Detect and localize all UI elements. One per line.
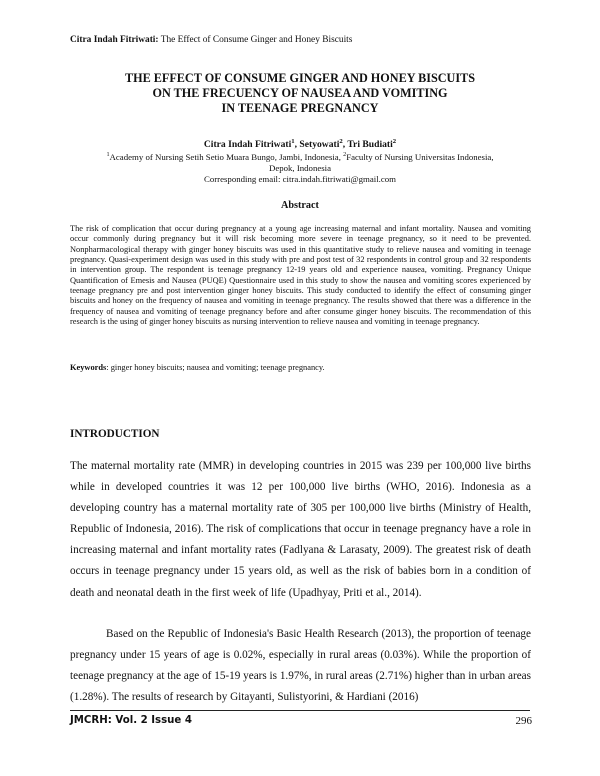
title-line-2: ON THE FRECUENCY OF NAUSEA AND VOMITING: [152, 86, 448, 100]
affiliation-city: Depok, Indonesia: [268, 163, 332, 174]
affiliation-line: [60, 152, 540, 163]
keywords: [70, 363, 325, 372]
author-name: Citra Indah Fitriwati: [203, 139, 292, 150]
intro-paragraph-2: Based on the Republic of Indonesia's Basic Health Research (2013), the proportion of teenage pregnancy under 15 years of age is 0.02%, especially in rural areas (0.03%). While the proportion of teenage pregnancy at the age of 15-19 years is 1.97%, in rural areas (2.71%) higher than in urban areas (1.28%). The results of research by Gitayanti, Sulistyorini, & Hardiani (2016): [70, 628, 531, 704]
affiliation-2: Faculty of Nursing Universitas Indonesia,: [346, 152, 494, 162]
intro-paragraph-1: The maternal mortality rate (MMR) in developing countries in 2015 was 239 per 100,000 live births while in developed countries it was 12 per 100,000 live births (WHO, 2016). Indonesia as a developing country has a maternal mortality rate of 305 per 100,000 live births (Ministry of Health, Republic of Indonesia, 2016). The risk of complications that occur in teenage pregnancy have a role in increasing maternal and infant mortality rates (Fadlyana & Larasaty, 2009). The greatest risk of death occurs in teenage pregnancy under 15 years old, as well as the risk of babies born in a condition of death and neonatal death in the first week of life (Upadhyay, Priti et al., 2014).: [70, 460, 531, 599]
author-list: Citra Indah Fitriwati$^1$, Setyowati$^2$, Tri Budiati$^2$: [203, 137, 397, 150]
abstract-heading: Abstract: [281, 200, 319, 211]
affiliation-mark: 1: [106, 152, 110, 159]
affiliation-1: Academy of Nursing Setih Setio Muara Bungo, Jambi, Indonesia,: [109, 152, 344, 162]
abstract-body: The risk of complication that occur during pregnancy at a young age increasing maternal and infant mortality. Nausea and vomiting occur commonly during pregnancy but it will risk becoming more severe in teenage pregnancy, so it need to be prevented. Nonpharmacological therapy with ginger honey biscuits was used in this quantitative study to relieve nausea and vomiting in teenage pregnancy. Quasi-experiment design was used in this study with pre and post test of 32 respondents in control group and 32 respondents in intervention group. The respondent is teenage pregnancy 12-19 years old and experience nausea, vomiting. Pregnancy Unique Quantification of Emesis and Nausea (PUQE) Questionnaire used in this study to show the nausea and vomiting scores experienced by teenage pregnancy pre and post intervention ginger honey biscuits. This study conducted to identify the effect of consuming ginger biscuits and honey on the frequency of nausea and vomiting in teenage pregnancy. The results showed that there was a difference in the frequency of nausea and vomiting of teenage pregnancy before and after consume ginger honey biscuits. The recommendation of this research is the using of ginger honey biscuits as nursing intervention to relieve nausea and vomiting in teenage pregnancy.: [70, 224, 531, 327]
running-header: [70, 35, 352, 45]
title-line-1: THE EFFECT OF CONSUME GINGER AND HONEY BISCUITS: [125, 71, 475, 85]
author-name: Setyowati: [299, 139, 340, 150]
title-line-3: IN TEENAGE PREGNANCY: [221, 101, 379, 115]
author-affiliation-mark: 2: [339, 137, 343, 145]
affiliation-mark: 2: [343, 152, 347, 159]
page-number: 296: [515, 715, 532, 727]
running-header-title: The Effect of Consume Ginger and Honey Biscuits: [158, 35, 353, 45]
author-affiliation-mark: 2: [392, 137, 397, 145]
keywords-label: Keywords: [70, 363, 107, 372]
paper-title: [60, 71, 540, 116]
section-heading-introduction: INTRODUCTION: [70, 428, 160, 440]
footer-rule: [70, 710, 530, 711]
affiliations: [60, 152, 540, 186]
footer-journal: JMCRH: Vol. 2 Issue 4: [70, 715, 192, 726]
author-name: Tri Budiati: [347, 139, 393, 150]
keywords-list: : ginger honey biscuits; nausea and vomiting; teenage pregnancy.: [106, 363, 325, 372]
running-header-author: Citra Indah Fitriwati:: [70, 35, 159, 45]
corresponding-email: Corresponding email: citra.indah.fitriwati@gmail.com: [203, 174, 397, 185]
author-affiliation-mark: 1: [291, 137, 295, 145]
